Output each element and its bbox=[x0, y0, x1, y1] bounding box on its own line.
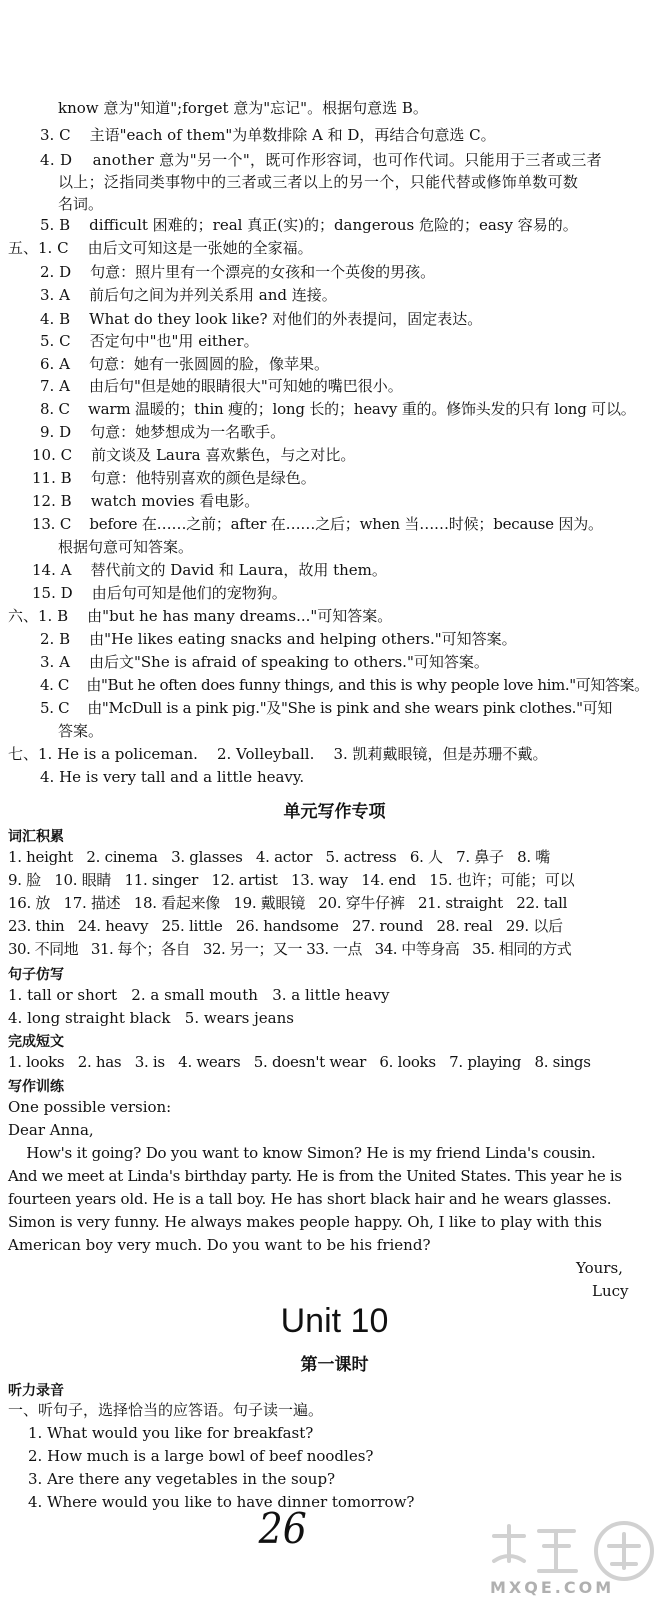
answer-line: 6. A 句意：她有一张圆圆的脸，像苹果。 bbox=[40, 355, 329, 373]
lesson-title: 第一课时 bbox=[300, 1355, 369, 1375]
imitate-heading: 句子仿写 bbox=[8, 967, 64, 983]
answer-line: 六、1. B 由"but he has many dreams..."可知答案。 bbox=[8, 607, 393, 625]
answer-line: 2. B 由"He likes eating snacks and helping others."可知答案。 bbox=[40, 630, 517, 648]
vocab-heading: 词汇积累 bbox=[8, 829, 64, 845]
imitate-line: 4. long straight black 5. wears jeans bbox=[8, 1009, 294, 1027]
answer-line: 答案。 bbox=[58, 722, 104, 740]
page-number: 26 bbox=[258, 1504, 307, 1553]
answer-line: 4. D another 意为"另一个"，既可作形容词，也可作代词。只能用于三者或三者 bbox=[40, 151, 602, 169]
essay-salutation: Dear Anna, bbox=[8, 1121, 94, 1139]
answer-line: 3. C 主语"each of them"为单数排除 A 和 D，再结合句意选 C。 bbox=[40, 126, 496, 144]
essay-line: How's it going? Do you want to know Simon? He is my friend Linda's cousin. bbox=[8, 1144, 596, 1162]
answer-line: 9. D 句意：她梦想成为一名歌手。 bbox=[40, 423, 286, 441]
answer-line: 5. C 由"McDull is a pink pig."及"She is pink and she wears pink clothes."可知 bbox=[40, 699, 613, 717]
listening-item: 1. What would you like for breakfast? bbox=[28, 1424, 314, 1442]
vocab-line: 1. height 2. cinema 3. glasses 4. actor 5. actress 6. 人 7. 鼻子 8. 嘴 bbox=[8, 848, 550, 866]
imitate-line: 1. tall or short 2. a small mouth 3. a little heavy bbox=[8, 986, 390, 1004]
answer-line: 3. A 由后文"She is afraid of speaking to others."可知答案。 bbox=[40, 653, 489, 671]
watermark-text: MXQE.COM bbox=[490, 1578, 615, 1597]
answer-line: 14. A 替代前文的 David 和 Laura，故用 them。 bbox=[32, 561, 387, 579]
answer-line: 13. C before 在……之前；after 在……之后；when 当……时候；because 因为。 bbox=[32, 515, 603, 533]
essay-closing: Yours, bbox=[576, 1259, 623, 1277]
section-title: 单元写作专项 bbox=[283, 802, 386, 822]
complete-heading: 完成短文 bbox=[8, 1034, 64, 1050]
listening-item: 2. How much is a large bowl of beef noodles? bbox=[28, 1447, 374, 1465]
answer-line: 12. B watch movies 看电影。 bbox=[32, 492, 260, 510]
listening-item: 4. Where would you like to have dinner tomorrow? bbox=[28, 1493, 415, 1511]
answer-line: know 意为"知道";forget 意为"忘记"。根据句意选 B。 bbox=[58, 99, 428, 117]
answer-line: 2. D 句意：照片里有一个漂亮的女孩和一个英俊的男孩。 bbox=[40, 263, 436, 281]
answer-line: 根据句意可知答案。 bbox=[58, 538, 194, 556]
essay-intro: One possible version: bbox=[8, 1098, 172, 1116]
vocab-line: 23. thin 24. heavy 25. little 26. handsome 27. round 28. real 29. 以后 bbox=[8, 917, 563, 935]
answer-line: 10. C 前文谈及 Laura 喜欢紫色，与之对比。 bbox=[32, 446, 356, 464]
answer-line: 5. C 否定句中"也"用 either。 bbox=[40, 332, 259, 350]
essay-signature: Lucy bbox=[592, 1282, 629, 1300]
listening-instruction: 一、听句子，选择恰当的应答语。句子读一遍。 bbox=[8, 1401, 324, 1419]
vocab-line: 30. 不同地 31. 每个；各自 32. 另一；又一 33. 一点 34. 中等身高 35. 相同的方式 bbox=[8, 940, 572, 958]
essay-line: fourteen years old. He is a tall boy. He has short black hair and he wears glasses. bbox=[8, 1190, 612, 1208]
answer-line: 七、1. He is a policeman. 2. Volleyball. 3. 凯莉戴眼镜，但是苏珊不戴。 bbox=[8, 745, 548, 763]
answer-line: 7. A 由后句"但是她的眼睛很大"可知她的嘴巴很小。 bbox=[40, 377, 403, 395]
complete-line: 1. looks 2. has 3. is 4. wears 5. doesn't wear 6. looks 7. playing 8. sings bbox=[8, 1053, 591, 1071]
unit-title: Unit 10 bbox=[280, 1302, 389, 1340]
answer-line: 5. B difficult 困难的；real 真正(实)的；dangerous 危险的；easy 容易的。 bbox=[40, 216, 578, 234]
answer-line: 4. B What do they look like? 对他们的外表提问，固定表达。 bbox=[40, 310, 483, 328]
answer-line: 名词。 bbox=[58, 195, 104, 213]
vocab-line: 9. 脸 10. 眼睛 11. singer 12. artist 13. way 14. end 15. 也许；可能；可以 bbox=[8, 871, 575, 889]
answer-line: 15. D 由后句可知是他们的宠物狗。 bbox=[32, 584, 287, 602]
vocab-line: 16. 放 17. 描述 18. 看起来像 19. 戴眼镜 20. 穿牛仔裤 21. straight 22. tall bbox=[8, 894, 568, 912]
answer-line: 4. C 由"But he often does funny things, and this is why people love him."可知答案。 bbox=[40, 676, 649, 694]
essay-line: And we meet at Linda's birthday party. He is from the United States. This year he is bbox=[8, 1167, 622, 1185]
answer-line: 4. He is very tall and a little heavy. bbox=[40, 768, 305, 786]
answer-line: 11. B 句意：他特别喜欢的颜色是绿色。 bbox=[32, 469, 316, 487]
answer-line: 3. A 前后句之间为并列关系用 and 连接。 bbox=[40, 286, 337, 304]
listening-heading: 听力录音 bbox=[8, 1383, 64, 1399]
essay-line: American boy very much. Do you want to be his friend? bbox=[8, 1236, 431, 1254]
listening-item: 3. Are there any vegetables in the soup? bbox=[28, 1470, 336, 1488]
answer-line: 五、1. C 由后文可知这是一张她的全家福。 bbox=[8, 239, 313, 257]
answer-line: 以上；泛指同类事物中的三者或三者以上的另一个，只能代替或修饰单数可数 bbox=[58, 173, 579, 191]
writing-heading: 写作训练 bbox=[8, 1079, 64, 1095]
answer-line: 8. C warm 温暖的；thin 瘦的；long 长的；heavy 重的。修饰头发的只有 long 可以。 bbox=[40, 400, 636, 418]
essay-line: Simon is very funny. He always makes people happy. Oh, I like to play with this bbox=[8, 1213, 602, 1231]
